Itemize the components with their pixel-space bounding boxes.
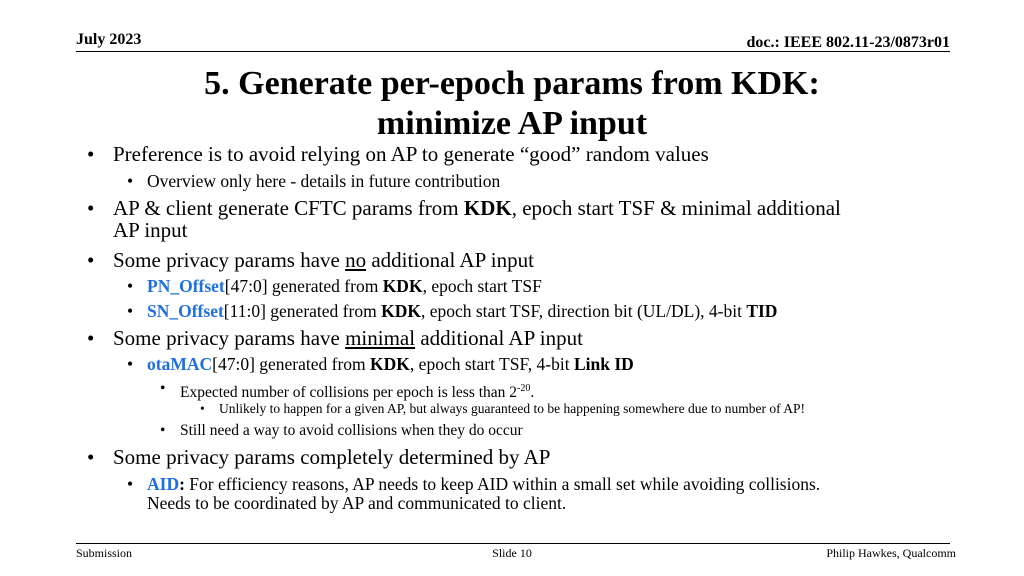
bullet-dot: • — [127, 171, 134, 191]
header-doc-id: doc.: IEEE 802.11-23/0873r01 — [746, 34, 950, 51]
footer-divider — [76, 543, 950, 544]
bullet-3b: SN_Offset[11:0] generated from KDK, epoch start TSF, direction bit (UL/DL), 4-bit TID — [147, 301, 778, 321]
bullet-4: Some privacy params have minimal additional AP input — [113, 326, 583, 350]
bullet-2: AP & client generate CFTC params from KDK, epoch start TSF & minimal additional — [113, 196, 841, 220]
footer-submission: Submission — [76, 546, 133, 560]
bullet-dot: • — [87, 445, 95, 469]
bullet-dot: • — [87, 326, 95, 350]
header-divider — [76, 51, 950, 52]
slide-title — [0, 64, 1024, 144]
bullet-2-cont: AP input — [113, 218, 188, 242]
header-date: July 2023 — [76, 31, 142, 48]
bullet-dot: • — [200, 401, 205, 416]
bullet-dot: • — [87, 196, 95, 220]
bullet-dot: • — [127, 276, 134, 296]
bullet-1: Preference is to avoid relying on AP to generate “good” random values — [113, 142, 709, 166]
bullet-5: Some privacy params completely determined by AP — [113, 445, 551, 469]
bullet-dot: • — [127, 301, 134, 321]
bullet-4a1: Expected number of collisions per epoch is less than $2^{-20}$. — [180, 383, 535, 402]
bullet-1a: Overview only here - details in future contribution — [147, 171, 501, 191]
bullet-dot: • — [127, 474, 134, 494]
bullet-dot: • — [127, 354, 134, 374]
title-line-1: 5. Generate per-epoch params from KDK: — [204, 65, 820, 102]
bullet-4a2: Still need a way to avoid collisions when they do occur — [180, 422, 523, 439]
bullet-5a: AID: For efficiency reasons, AP needs to keep AID within a small set while avoiding collisions. — [147, 474, 821, 494]
bullet-dot: • — [160, 380, 166, 397]
bullet-4a: otaMAC[47:0] generated from KDK, epoch start TSF, 4-bit Link ID — [147, 354, 634, 374]
bullet-3a: PN_Offset[47:0] generated from KDK, epoch start TSF — [147, 276, 542, 296]
footer-author: Philip Hawkes, Qualcomm — [826, 546, 956, 560]
bullet-5a-cont: Needs to be coordinated by AP and communicated to client. — [147, 493, 567, 513]
bullet-3: Some privacy params have no additional AP input — [113, 248, 534, 272]
bullet-dot: • — [87, 248, 95, 272]
bullet-dot: • — [87, 142, 95, 166]
title-line-2: minimize AP input — [376, 105, 648, 142]
footer-slide-number: Slide 10 — [492, 546, 532, 560]
bullet-dot: • — [160, 422, 166, 439]
bullet-4a1a: Unlikely to happen for a given AP, but always guaranteed to be happening somewhere due to number of AP! — [219, 401, 805, 416]
